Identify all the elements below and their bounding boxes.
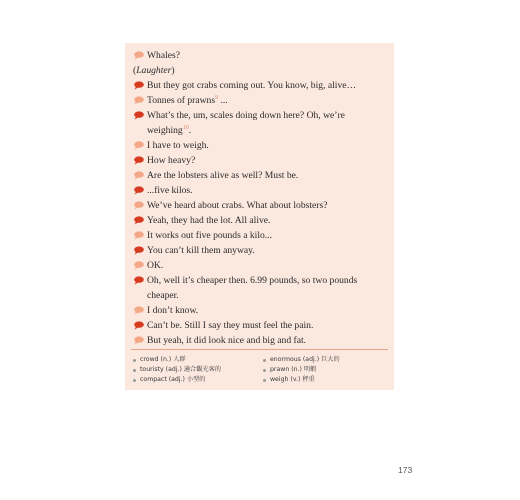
bullet-icon [133, 359, 136, 362]
vocab-item [263, 355, 340, 365]
speaker-a-speech-bubble-icon [133, 96, 144, 105]
dialogue-line [133, 108, 388, 123]
footnote-marker: 9 [215, 94, 219, 101]
dialogue-text-main: OK. [147, 260, 164, 271]
speaker-marker [133, 108, 145, 123]
dialogue-line [133, 228, 388, 243]
vocab-text: compact (adj.) 小型的 [140, 376, 206, 383]
dialogue-line [133, 318, 388, 333]
dialogue-text-main: What’s the, um, scales doing down here? Oh, we’re [147, 110, 345, 121]
dialogue-text-main: Are the lobsters alive as well? Must be. [147, 170, 299, 181]
speaker-marker [133, 93, 145, 108]
dialogue-line [133, 168, 388, 183]
dialogue-text-main: ...five kilos. [147, 185, 193, 196]
divider [131, 349, 388, 350]
dialogue-line [133, 273, 388, 288]
vocab-text: enormous (adj.) 巨大的 [270, 356, 340, 363]
dialogue-text [147, 78, 388, 93]
dialogue-text: (Laughter) [133, 65, 175, 76]
dialogue-line [133, 288, 388, 303]
speaker-marker [133, 123, 145, 138]
speaker-a-speech-bubble-icon [133, 336, 144, 345]
dialogue-line [133, 123, 388, 138]
speaker-marker [133, 138, 145, 153]
dialogue-text [147, 168, 388, 183]
speaker-b-speech-bubble-icon [133, 156, 144, 165]
vocab-text: touristy (adj.) 適合觀光客的 [140, 366, 221, 373]
speaker-b-speech-bubble-icon [133, 246, 144, 255]
dialogue-text-main: But they got crabs coming out. You know, big, alive… [147, 80, 357, 91]
speaker-b-speech-bubble-icon [133, 216, 144, 225]
vocab-text: weigh (v.) 秤重 [270, 376, 315, 383]
dialogue-text-main: Tonnes of prawns [147, 95, 216, 106]
speaker-marker [133, 318, 145, 333]
speaker-marker [133, 213, 145, 228]
speaker-a-speech-bubble-icon [133, 201, 144, 210]
vocab-text: prawn (n.) 明蝦 [270, 366, 317, 373]
speaker-a-speech-bubble-icon [133, 306, 144, 315]
speaker-b-speech-bubble-icon [133, 276, 144, 285]
bullet-icon [133, 379, 136, 382]
speaker-marker [133, 153, 145, 168]
dialogue-text-main: How heavy? [147, 155, 196, 166]
bullet-icon [263, 369, 266, 372]
dialogue-lines [133, 48, 388, 348]
dialogue-text [147, 123, 388, 138]
speaker-marker [133, 228, 145, 243]
speaker-b-speech-bubble-icon [133, 111, 144, 120]
vocab-item [133, 365, 221, 375]
speaker-marker [133, 168, 145, 183]
dialogue-text [147, 213, 388, 228]
bullet-icon [263, 359, 266, 362]
dialogue-text [147, 108, 388, 123]
dialogue-text [147, 288, 388, 303]
speaker-marker [133, 273, 145, 288]
page-number: 173 [398, 465, 413, 475]
dialogue-line [133, 78, 388, 93]
speaker-a-speech-bubble-icon [133, 141, 144, 150]
dialogue-line [133, 198, 388, 213]
speaker-b-speech-bubble-icon [133, 186, 144, 195]
speaker-marker [133, 78, 145, 93]
speaker-marker [133, 198, 145, 213]
dialogue-text [147, 258, 388, 273]
dialogue-text-main: We’ve heard about crabs. What about lobsters? [147, 200, 328, 211]
dialogue-line [133, 138, 388, 153]
vocab-item [133, 355, 221, 365]
dialogue-text [147, 228, 388, 243]
dialogue-line [133, 303, 388, 318]
stage-direction: Laughter [136, 65, 172, 76]
dialogue-line [133, 93, 388, 108]
dialogue-text [147, 243, 388, 258]
dialogue-text-main: Yeah, they had the lot. All alive. [147, 215, 271, 226]
dialogue-text-after: ... [218, 95, 228, 106]
dialogue-text [147, 303, 388, 318]
transcript-panel [125, 43, 394, 390]
dialogue-line [133, 258, 388, 273]
dialogue-line [133, 243, 388, 258]
dialogue-line [133, 183, 388, 198]
speaker-b-speech-bubble-icon [133, 81, 144, 90]
speaker-marker [133, 48, 145, 63]
vocab-text: crowd (n.) 人群 [140, 356, 186, 363]
speaker-a-speech-bubble-icon [133, 171, 144, 180]
speaker-a-speech-bubble-icon [133, 51, 144, 60]
dialogue-text [147, 333, 388, 348]
dialogue-text-main: weighing [147, 125, 183, 136]
dialogue-text-main: Oh, well it’s cheaper then. 6.99 pounds, so two pounds [147, 275, 358, 286]
speaker-marker [133, 258, 145, 273]
speaker-a-speech-bubble-icon [133, 231, 144, 240]
dialogue-text-main: It works out five pounds a kilo... [147, 230, 272, 241]
dialogue-line [133, 213, 388, 228]
dialogue-text-main: But yeah, it did look nice and big and fat. [147, 335, 307, 346]
dialogue-text-main: Can’t be. Still I say they must feel the pain. [147, 320, 314, 331]
vocab-column-2 [263, 355, 340, 385]
dialogue-text [147, 48, 388, 63]
dialogue-line [133, 48, 388, 63]
dialogue-text-main: Whales? [147, 50, 181, 61]
dialogue-text [147, 318, 388, 333]
speaker-b-speech-bubble-icon [133, 321, 144, 330]
dialogue-text-main: You can’t kill them anyway. [147, 245, 255, 256]
speaker-marker [133, 183, 145, 198]
bullet-icon [133, 369, 136, 372]
speaker-a-speech-bubble-icon [133, 261, 144, 270]
speaker-marker [133, 243, 145, 258]
dialogue-text-main: I have to weigh. [147, 140, 209, 151]
dialogue-text [147, 153, 388, 168]
vocab-item [133, 375, 221, 385]
speaker-marker [133, 333, 145, 348]
vocab-item [263, 375, 340, 385]
dialogue-text-main: cheaper. [147, 290, 179, 301]
speaker-marker [133, 303, 145, 318]
dialogue-text [147, 273, 388, 288]
dialogue-text [147, 93, 388, 108]
vocab-column-1 [133, 355, 221, 385]
footnote-marker: 10 [182, 124, 189, 131]
vocab-item [263, 365, 340, 375]
dialogue-text [147, 138, 388, 153]
dialogue-line [133, 333, 388, 348]
speaker-marker [133, 288, 145, 303]
dialogue-line [133, 63, 388, 78]
dialogue-text-main: I don’t know. [147, 305, 199, 316]
bullet-icon [263, 379, 266, 382]
dialogue-line [133, 153, 388, 168]
dialogue-text-after: . [188, 125, 192, 136]
dialogue-text [147, 198, 388, 213]
dialogue-text [147, 183, 388, 198]
